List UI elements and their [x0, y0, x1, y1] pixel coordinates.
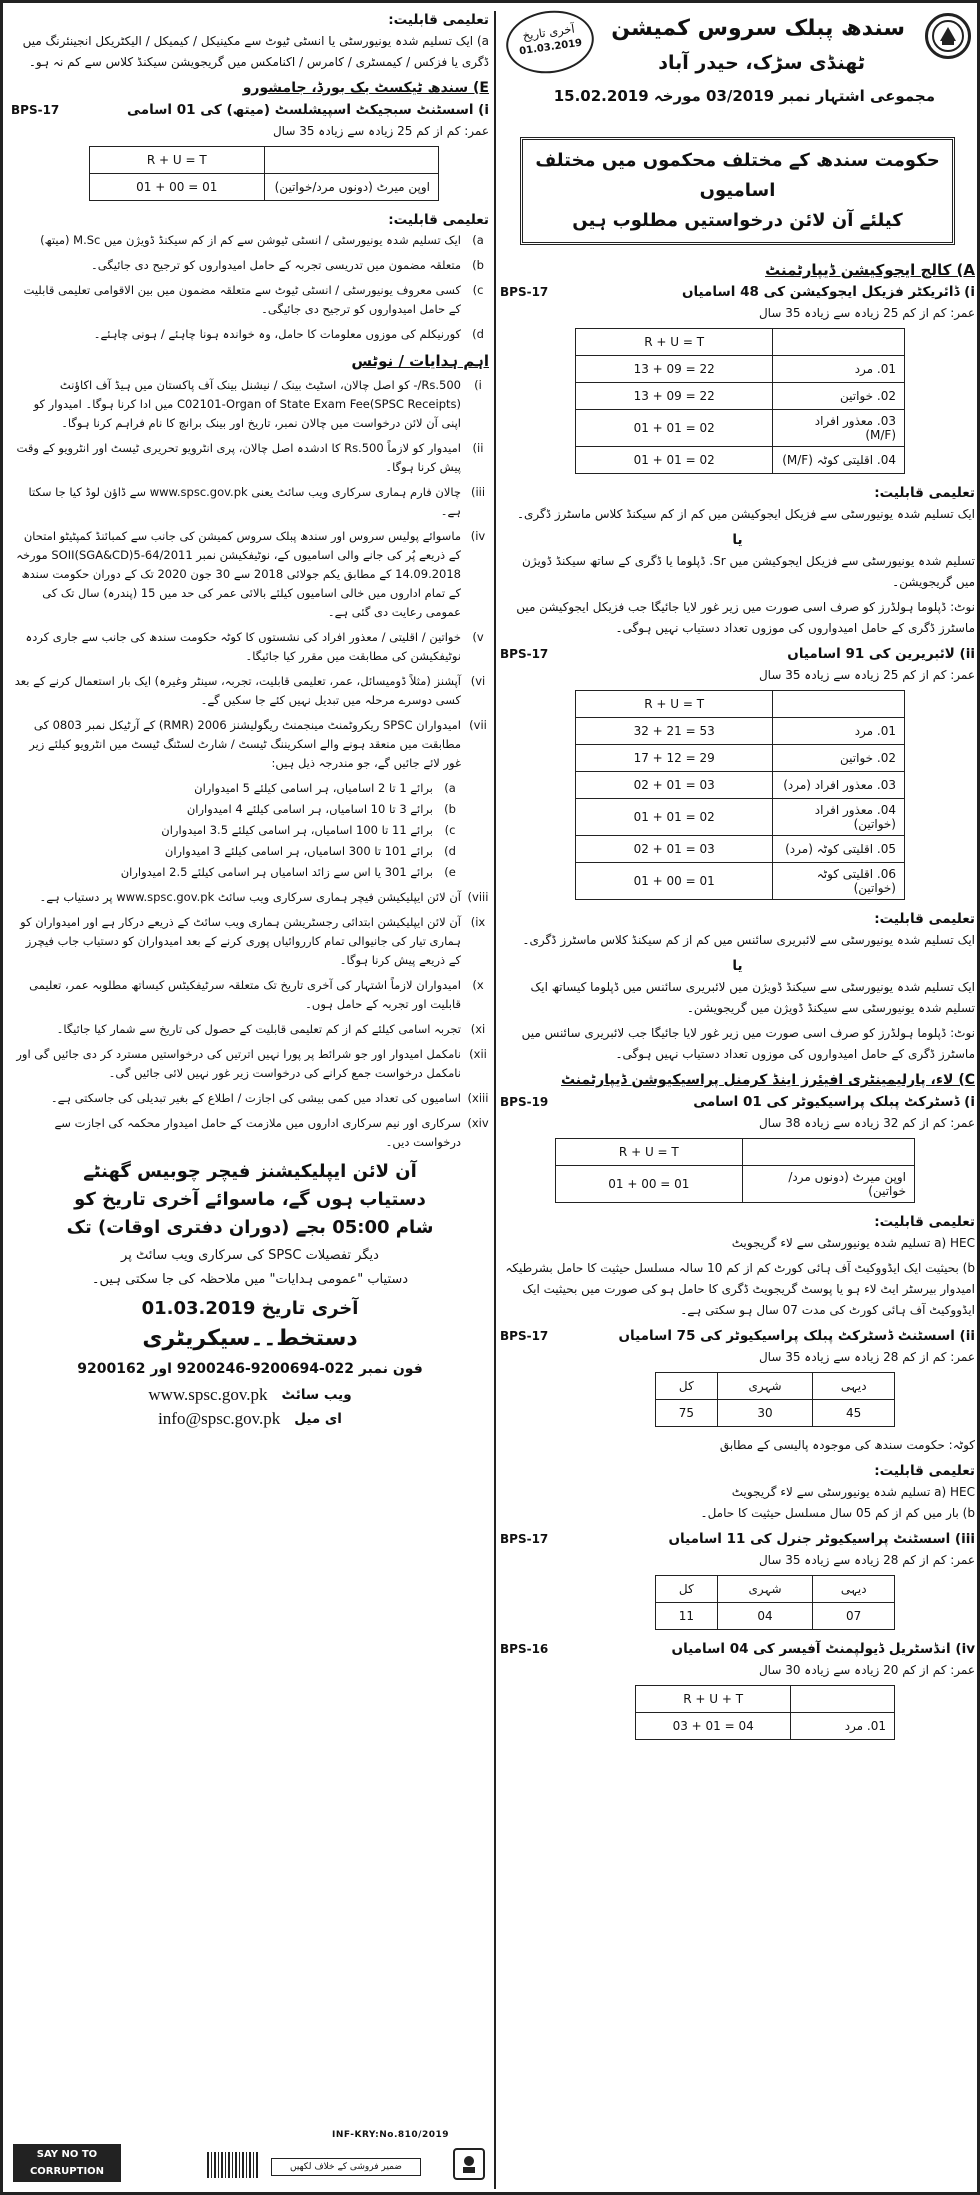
column-divider: [494, 11, 496, 2189]
list-item: b) برائے 3 تا 10 اسامیاں، ہر اسامی کیلئے 4 امیدواران: [186, 802, 456, 816]
post-c4-header: BPS-16 iv) انڈسٹریل ڈیولپمنٹ آفیسر کی 04 اسامیاں: [500, 1641, 975, 1657]
list-item: vi) آپشنز (مثلاً ڈومیسائل، عمر، تعلیمی قابلیت، تجربہ، سینٹر وغیرہ) ایک بار استعمال کرنے کے بعد کسی دوسرے مرحلہ میں تبدیل نہیں کئے جا سکیں گے۔: [14, 674, 486, 707]
list-item: b) متعلقہ مضمون میں تدریسی تجربہ کے حامل امیدواروں کو ترجیح دی جائیگی۔: [91, 258, 484, 272]
list-item: ii) امیدوار کو لازماً Rs.500 کا ادشدہ اصل چالان، پری انٹرویو تحریری ٹیسٹ اور انٹرویو کے وقت پیش کرنا ہوگا۔: [16, 441, 484, 474]
website-label: ویب سائٹ: [281, 1387, 352, 1403]
left-column: [11, 9, 489, 2186]
post-e1-edu-title: تعلیمی قابلیت:: [388, 212, 489, 228]
post-a1-age: عمر: کم از کم 25 زیادہ سے زیادہ 35 سال: [758, 306, 975, 320]
notes-title: اہم ہدایات / نوٹس: [351, 352, 489, 370]
footer-tag: ضمیر فروشی کے خلاف لکھیں: [271, 2158, 421, 2176]
post-c2-edu-b: b) بار میں کم از کم 05 سال مسلسل حیثیت کا حامل۔: [700, 1506, 975, 1520]
post-a2-edu-title: تعلیمی قابلیت:: [874, 911, 975, 927]
post-a1-header: BPS-17 i) ڈائریکٹر فزیکل ایجوکیشن کی 48 اسامیاں: [500, 284, 975, 300]
post-a1-edu1: ایک تسلیم شدہ یونیورسٹی سے فزیکل ایجوکیشن میں کم از کم سیکنڈ کلاس ماسٹرز ڈگری۔: [516, 507, 975, 521]
post-c4-quota-table: R + U + T 03 + 01 = 04 01. مرد: [635, 1685, 895, 1740]
post-c3-header: BPS-17 iii) اسسٹنٹ پراسیکیوٹر جنرل کی 11 اسامیاں: [500, 1531, 975, 1547]
post-c1-edu-title: تعلیمی قابلیت:: [874, 1214, 975, 1230]
list-item: xii) نامکمل امیدوار اور جو شرائط پر پورا نہیں اترتیں کی درخواستیں مسترد کر دی جائیں گی اور نامکمل درخواست جمع کرانے کی درخواست زیر غور نہیں لائی جائیں گی۔: [16, 1047, 487, 1080]
email-label: ای میل: [294, 1411, 342, 1427]
inf-reference: INF-KRY:No.810/2019: [332, 2130, 449, 2140]
post-c2-quota-table: کل شہری دیہی 75 30 45: [655, 1372, 895, 1427]
secretary-signature: دستخط۔۔سیکریٹری: [142, 1326, 358, 1351]
online-availability-notice: آن لائن ایپلیکیشنز فیچر چوبیس گھنٹے دستیاب ہوں گے، ماسوائے آخری تاریخ کو شام 05:00 بجے (دوران دفتری اوقات) تک: [66, 1161, 434, 1238]
deadline-stamp: آخری تاریخ 01.03.2019: [502, 9, 598, 79]
post-a2-or: یا: [732, 958, 743, 974]
post-a1-note: نوٹ: ڈپلوما ہولڈرز کو صرف اسی صورت میں زیر غور لایا جائیگا جب فزیکل ایجوکیشن میں ماسٹرز ڈگری کے حامل امیدواروں کی موزوں تعداد دستیاب نہیں ہوگی۔: [516, 600, 975, 635]
post-e1-header: BPS-17 i) اسسٹنٹ سبجیکٹ اسپیشلسٹ (میتھ) کی 01 اسامی: [11, 102, 489, 118]
left-edu-a: a) ایک تسلیم شدہ یونیورسٹی یا انسٹی ٹیوٹ سے مکینیکل / کیمیکل / الیکٹریکل انجینئرنگ میں ڈگری یا فزکس / کیمسٹری / کامرس / اکنامکس میں گریجویشن سیکنڈ کلاس سے کم نہ ہو۔: [22, 34, 489, 69]
list-item: iii) چالان فارم ہماری سرکاری ویب سائٹ یعنی www.spsc.gov.pk سے ڈاؤن لوڈ کیا جا سکتا ہے۔: [28, 485, 486, 518]
post-c1-age: عمر: کم از کم 32 زیادہ سے زیادہ 38 سال: [758, 1116, 975, 1130]
list-item: c) کسی معروف یونیورسٹی / انسٹی ٹیوٹ سے متعلقہ مضمون میں بین الاقوامی تعلیمی قابلیت کے حامل امیدواروں کو ترجیح دی جائیگی۔: [23, 283, 484, 316]
post-c3-age: عمر: کم از کم 28 زیادہ سے زیادہ 35 سال: [758, 1553, 975, 1567]
website-link[interactable]: www.spsc.gov.pk: [148, 1385, 268, 1404]
list-item: xiv) سرکاری اور نیم سرکاری اداروں میں ملازمت کے حامل امیدوار محکمہ کی اجازت سے درخواست دیں۔: [54, 1116, 489, 1149]
post-e1-quota-table: R + U = T 01 + 00 = 01 اوپن میرٹ (دونوں مرد/خواتین): [89, 146, 439, 201]
list-item: viii) آن لائن ایپلیکیشن فیچر ہماری سرکاری ویب سائٹ www.spsc.gov.pk پر دستیاب ہے۔: [39, 890, 489, 904]
post-a1-edu-title: تعلیمی قابلیت:: [874, 485, 975, 501]
post-a2-edu1: ایک تسلیم شدہ یونیورسٹی سے لائبریری سائنس میں کم از کم سیکنڈ کلاس ماسٹرز ڈگری۔: [522, 933, 975, 947]
list-item: ix) آن لائن ایپلیکیشن ابتدائی رجسٹریشن ہماری ویب سائٹ کے ذریعے درکار ہے اور امیدواران کو ہماری تیار کی جانیوالی تمام کارروائیاں پوری کرنے کے بعد امیدواران کو دستیاب جاب فیچرز کے ذریعے پیش کرنا ہوگا۔: [20, 915, 486, 967]
ad-reference: مجموعی اشتہار نمبر 03/2019 مورخہ 15.02.2019: [553, 87, 935, 105]
post-c2-edu-title: تعلیمی قابلیت:: [874, 1463, 975, 1479]
notes-list: [11, 376, 489, 1152]
post-e1-edu-list: [11, 231, 489, 344]
post-c1-edu-b: b) بحیثیت ایک ایڈووکیٹ آف ہائی کورٹ کم از کم 10 سالہ مسلسل حیثیت کا حامل بشرطیکہ امیدوار بیرسٹر ایٹ لاء ہو یا پوسٹ گریجویٹ ڈگری کا حامل ہو کی صورت میں بحیثیت ایک ایڈووکیٹ آف ہائی کورٹ کی مدت 07 سال ہو سکتی ہے۔: [505, 1261, 975, 1317]
main-title-box: حکومت سندھ کے مختلف محکموں میں مختلف اسامیوں کیلئے آن لائن درخواستیں مطلوب ہیں: [520, 137, 955, 245]
list-item: x) امیدواران لازماً اشتہار کی آخری تاریخ تک متعلقہ سرٹیفکیٹس کیساتھ مطلوبہ عمر، تعلیمی قابلیت اور تجربہ کے حامل ہوں۔: [29, 978, 484, 1011]
header: [500, 9, 975, 121]
list-item: c) برائے 11 تا 100 اسامیاں، ہر اسامی کیلئے 3.5 امیدواران: [161, 823, 456, 837]
phone-numbers: فون نمبر 022-9200694-9200246 اور 9200162: [77, 1361, 423, 1377]
commission-name: سندھ پبلک سروس کمیشن: [611, 16, 905, 41]
say-no-to-corruption-badge: SAY NO TO CORRUPTION: [13, 2144, 121, 2182]
list-item: v) خواتین / اقلیتی / معذور افراد کی نشستوں کا کوٹہ حکومت سندھ کی جانب سے جاری کردہ نوٹیفکیشن کی مطابقت میں مقرر کیا جائیگا۔: [25, 630, 484, 663]
section-a-title: A) کالج ایجوکیشن ڈیپارٹمنٹ: [765, 261, 975, 279]
section-e-title: E) سندھ ٹیکسٹ بک بورڈ، جامشورو: [242, 80, 489, 96]
post-a2-quota-table: R + U = T 32 + 21 = 53 01. مرد 17 + 12 = 29 02. خواتین 02 + 01 = 03 03. معذور افراد (مرد) 01 + 01 = 02 04. معذور افراد (خواتین) 02 + 01 = 03 05. اقلیتی کوٹہ (مرد) 01 + 00 = 01 06. اقلیتی کوٹہ (خواتین): [575, 690, 905, 900]
last-date: آخری تاریخ 01.03.2019: [141, 1298, 359, 1319]
post-c2-header: BPS-17 ii) اسسٹنٹ ڈسٹرکٹ پبلک پراسیکیوٹر کی 75 اسامیاں: [500, 1328, 975, 1344]
footer-strip: [11, 2130, 489, 2186]
list-item: vii) امیدواران SPSC ریکروٹمنٹ مینجمنٹ ریگولیشنز 2006 (RMR) کے آرٹیکل نمبر 0803 کی مطابقت میں منعقد ہونے والے اسکریننگ ٹیسٹ / شارٹ لسٹنگ ٹیسٹ میں انٹرویو کیلئے زیر غور لائے جائیں گے، جو مندرجہ ذیل ہیں:: [29, 718, 487, 770]
list-item: a) برائے 1 تا 2 اسامیاں، ہر اسامی کیلئے 5 امیدواران: [194, 781, 456, 795]
post-c2-age: عمر: کم از کم 28 زیادہ سے زیادہ 35 سال: [758, 1350, 975, 1364]
list-item: xi) تجربہ اسامی کیلئے کم از کم تعلیمی قابلیت کے حصول کی تاریخ سے شمار کیا جائیگا۔: [56, 1022, 486, 1036]
list-item: iv) ماسوائے پولیس سروس اور سندھ پبلک سروس کمیشن کی جانب سے کمبائنڈ کمپٹیٹو امتحان کے ذریعے پُر کی جانے والی اسامیوں کے، نوٹیفکیشن نمبر SOII(SGA&CD)5-64/2011 مورخہ 14.09.2018 کے مطابق یکم جولائی 2018 سے 30 جون 2020 تک کے دوران حکومت سندھ کے تمام اداروں میں خالی اسامیوں کیلئے بالائی عمر کی حد میں 15 (پندرہ) سال تک کی عمومی رعایت دی گئی ہے۔: [16, 529, 486, 619]
post-a1-edu2: تسلیم شدہ یونیورسٹی سے فزیکل ایجوکیشن میں Sr. ڈپلوما یا ڈگری کے ساتھ سیکنڈ ڈویژن میں گریجویشن۔: [522, 554, 975, 589]
post-a2-age: عمر: کم از کم 25 زیادہ سے زیادہ 35 سال: [758, 668, 975, 682]
barcode-icon: [207, 2152, 259, 2178]
post-c1-quota-table: R + U = T 01 + 00 = 01 اوپن میرٹ (دونوں مرد/خواتین): [555, 1138, 915, 1203]
email-row: [11, 1408, 489, 1430]
left-edu-title: تعلیمی قابلیت:: [388, 12, 489, 28]
list-item: d) کورنیکلم کی موزوں معلومات کا حامل، وہ خواندہ ہونا چاہئے / ہونی چاہئے۔: [93, 327, 484, 341]
post-c3-quota-table: کل شہری دیہی 11 04 07: [655, 1575, 895, 1630]
right-column: [500, 9, 975, 2186]
list-item: i) Rs.500/- کو اصل چالان، اسٹیٹ بینک / نیشنل بینک آف پاکستان میں ہیڈ آف اکاؤنٹ C02101-Organ of State Exam Fee(SPSC Receipts) میں ادا کرنا ہوگا۔ امیدوار کو اپنی آن لائن درخواست میں چالان نمبر، تاریخ اور بینک برانچ کا نام فراہم کرنا ہوگا۔: [33, 378, 482, 430]
post-a2-header: BPS-17 ii) لائبریرین کی 91 اسامیاں: [500, 646, 975, 662]
post-a1-or: یا: [732, 532, 743, 548]
spsc-logo-icon: [925, 13, 971, 59]
post-a2-note: نوٹ: ڈپلوما ہولڈرز کو صرف اسی صورت میں زیر غور لایا جائیگا جب لائبریری سائنس میں ماسٹرز ڈگری کے حامل امیدواروں کی موزوں تعداد دستیاب نہیں ہوگی۔: [521, 1026, 975, 1061]
website-row: [11, 1384, 489, 1406]
anti-corruption-icon: [453, 2148, 485, 2180]
list-item: e) برائے 301 یا اس سے زائد اسامیاں ہر اسامی کیلئے 2.5 امیدواران: [120, 865, 456, 879]
post-c1-edu-a: a) HEC تسلیم شدہ یونیورسٹی سے لاء گریجویٹ: [731, 1236, 975, 1250]
list-item: xiii) اسامیوں کی تعداد میں کمی بیشی کی اجازت / اطلاع کے بغیر تبدیلی کی جاسکتی ہے۔: [50, 1091, 489, 1105]
commission-address: ٹھنڈی سڑک، حیدر آباد: [658, 52, 865, 74]
post-e1-age: عمر: کم از کم 25 زیادہ سے زیادہ 35 سال: [272, 124, 489, 138]
post-c2-edu-a: a) HEC تسلیم شدہ یونیورسٹی سے لاء گریجویٹ: [731, 1485, 975, 1499]
section-c-title: C) لاء، پارلیمینٹری افیئرز اینڈ کرمنل پراسیکیوشن ڈیپارٹمنٹ: [560, 1072, 975, 1088]
post-a2-edu2: ایک تسلیم شدہ یونیورسٹی سے سیکنڈ ڈویژن میں لائبریری سائنس میں ڈپلوما کیساتھ ایک تسلیم شدہ یونیورسٹی سے سیکنڈ ڈویژن میں گریجویشن۔: [530, 980, 975, 1015]
details-note: دیگر تفصیلات SPSC کی سرکاری ویب سائٹ پر دستیاب "عمومی ہدایات" میں ملاحظہ کی جا سکتی ہیں۔: [91, 1248, 409, 1287]
post-c2-quota: کوٹہ: حکومت سندھ کی موجودہ پالیسی کے مطابق: [719, 1438, 975, 1452]
post-a1-quota-table: R + U = T 13 + 09 = 22 01. مرد 13 + 09 = 22 02. خواتین 01 + 01 = 02 03. معذور افراد (M/F) 01 + 01 = 02 04. اقلیتی کوٹہ (M/F): [575, 328, 905, 474]
list-item: a) ایک تسلیم شدہ یونیورسٹی / انسٹی ٹیوشن سے کم از کم سیکنڈ ڈویژن میں M.Sc (میتھ): [40, 233, 484, 247]
list-item: d) برائے 101 تا 300 اسامیاں، ہر اسامی کیلئے 3 امیدواران: [164, 844, 456, 858]
post-c1-header: BPS-19 i) ڈسٹرکٹ پبلک پراسیکیوٹر کی 01 اسامی: [500, 1094, 975, 1110]
post-c4-age: عمر: کم از کم 20 زیادہ سے زیادہ 30 سال: [758, 1663, 975, 1677]
email-link[interactable]: info@spsc.gov.pk: [158, 1409, 281, 1428]
